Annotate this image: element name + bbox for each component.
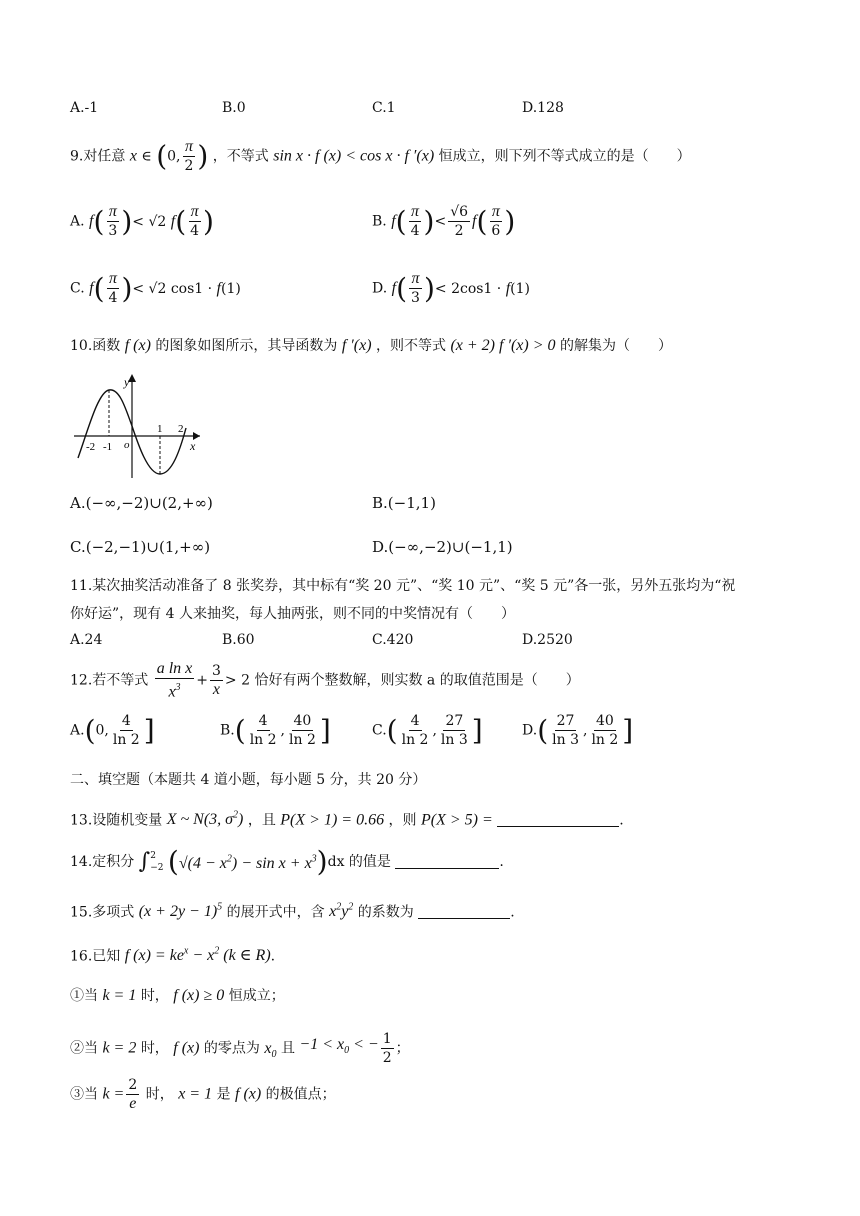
q9-option-c: C. f( $\frac{\pi}{4}$ )< √2 cos1 · f(1): [70, 270, 241, 306]
q9-option-a-label: A.: [70, 213, 85, 230]
q12-stem-start: 12.若不等式: [70, 672, 149, 689]
q10-tick-origin: o: [124, 439, 130, 451]
q11-stem-line2: 你好运”，现有 4 人来抽奖，每人抽两张，则不同的中奖情况有（ ）: [70, 606, 515, 622]
q10-option-b: B.(−1,1): [372, 494, 436, 512]
section-2-heading: 二、填空题（本题共 4 道小题，每小题 5 分，共 20 分）: [70, 772, 427, 788]
q12-option-d: D.( $\frac{27}{\ln 3}$ , $\frac{40}{\ln 2}$ ]: [522, 713, 634, 748]
q13-stem: 13.设随机变量 X ~ N(3, $\sigma^2$) ，且 P(X > 1) = 0.66 ，则 P(X > 5) = .: [70, 810, 624, 829]
q10-stem-mid2: ，则不等式: [375, 338, 446, 354]
q12-option-c-label: C.: [372, 722, 387, 739]
q13-stem-mid1: ，且: [247, 812, 276, 829]
q10-stem-mid1: 的图象如图所示，其导函数为: [155, 338, 338, 354]
q11-option-b: B.60: [222, 632, 255, 648]
q9-stem-mid: ，不等式: [212, 148, 269, 165]
q14-answer-blank[interactable]: [395, 854, 499, 869]
q9-stem-start: 9.对任意: [70, 148, 126, 165]
q16-item2-mid: 时，: [140, 1040, 169, 1057]
q11-option-a: A.24: [70, 632, 103, 648]
q11-option-d: D.2520: [522, 632, 573, 648]
q10-stem-end: 的解集为（ ）: [559, 338, 672, 354]
q10-function-graph: [68, 370, 208, 482]
q8-option-c: C.1: [372, 100, 396, 116]
q16-stem-text: 16.已知: [70, 948, 121, 965]
q16-item3-end: 的极值点；: [265, 1086, 336, 1103]
q16-stem: 16.已知 f $(x) = ke^x - x^2$ (k ∈ R).: [70, 946, 276, 965]
q10-tick-neg1: -1: [103, 441, 113, 453]
q15-stem-mid: 的展开式中，含: [226, 904, 325, 921]
q16-item-2: ②当 k = 2 时， f (x) 的零点为 $x_0$ 且 $-1 < x_0$ < − $\frac{1}{2}$ ；: [70, 1031, 410, 1066]
q12-option-c: C.( $\frac{4}{\ln 2}$ , $\frac{27}{\ln 3}$ ]: [372, 713, 483, 748]
q13-stem-mid2: ，则: [388, 812, 417, 829]
q10-stem: 10.函数 f (x) 的图象如图所示，其导函数为 f ′(x) ，则不等式 (x + 2) f ′(x) > 0 的解集为（ ）: [70, 337, 672, 354]
q13-answer-blank[interactable]: [497, 812, 619, 827]
q16-item-1: ①当 k = 1 时， f (x) ≥ 0 恒成立；: [70, 987, 285, 1004]
q10-axis-y-label: y: [124, 375, 130, 389]
q16-item2-and: 且: [280, 1040, 295, 1057]
q9-option-b-label: B.: [372, 213, 387, 230]
q12-option-a-label: A.: [70, 722, 85, 739]
q10-option-d: D.(−∞,−2)∪(−1,1): [372, 538, 513, 556]
q16-item-3: ③当 k = $\frac{2}{e}$ 时， x = 1 是 f (x) 的极值点；: [70, 1077, 336, 1112]
q10-axis-x-label: x: [190, 439, 196, 453]
q12-stem: 12.若不等式 $\frac{\text{a ln x}}{x^3}$ + $\frac{3}{x}$ > 2 恰好有两个整数解，则实数 a 的取值范围是（ ）: [70, 660, 580, 701]
q9-option-c-label: C.: [70, 280, 85, 297]
q16-item3-mid: 时，: [145, 1086, 174, 1103]
q12-option-b: B.( $\frac{4}{\ln 2}$ , $\frac{40}{\ln 2}$ ]: [220, 713, 331, 748]
q15-stem-end: 的系数为: [357, 904, 414, 921]
q16-item2-start: ②当: [70, 1040, 98, 1057]
q9-option-a: A. f( $\frac{\pi}{3}$ )< √2 f( $\frac{\pi}{4}$ ): [70, 203, 214, 239]
q9-option-b: B. f( $\frac{\pi}{4}$ )< $\frac{√6}{2}$ f( $\frac{\pi}{6}$ ): [372, 203, 516, 239]
q10-option-a: A.(−∞,−2)∪(2,+∞): [70, 494, 213, 512]
q12-option-b-label: B.: [220, 722, 235, 739]
q12-stem-end: 恰好有两个整数解，则实数 a 的取值范围是（ ）: [254, 672, 580, 689]
q16-item2-mid2: 的零点为: [203, 1040, 260, 1057]
q9-stem-end: 恒成立，则下列不等式成立的是（ ）: [438, 148, 691, 165]
q8-option-b: B.0: [222, 100, 246, 116]
q10-tick-1: 1: [157, 423, 163, 435]
q15-stem-start: 15.多项式: [70, 904, 135, 921]
q16-item1-start: ①当: [70, 988, 98, 1004]
q10-option-c: C.(−2,−1)∪(1,+∞): [70, 538, 211, 556]
q9-option-d-label: D.: [372, 280, 388, 297]
q11-stem-line1: 11.某次抽奖活动准备了 8 张奖券，其中标有“奖 20 元”、“奖 10 元”、“奖 5 元”各一张，另外五张均为“祝: [70, 578, 736, 594]
q9-option-d: D. f( $\frac{\pi}{3}$ )< 2cos1 · f(1): [372, 270, 530, 306]
q10-tick-neg2: -2: [86, 441, 96, 453]
q11-option-c: C.420: [372, 632, 414, 648]
q8-option-d: D.128: [522, 100, 564, 116]
q15-stem: 15.多项式 $(x + 2y - 1)^5$ 的展开式中，含 $x^2y^2$ 的系数为 .: [70, 902, 515, 921]
q10-stem-start: 10.函数: [70, 338, 121, 354]
q16-item3-start: ③当: [70, 1086, 98, 1103]
q16-item1-mid: 时，: [140, 988, 169, 1004]
q14-stem: 14.定积分 ∫ 2 −2 $(√(4 - x^2) - \sin x + x^3)dx$ 的值是 .: [70, 845, 504, 879]
q12-option-d-label: D.: [522, 722, 538, 739]
q10-tick-2: 2: [178, 423, 184, 435]
q15-answer-blank[interactable]: [418, 904, 510, 919]
q16-item3-mid2: 是: [216, 1086, 231, 1103]
q14-stem-end: 的值是: [348, 854, 391, 871]
q13-stem-start: 13.设随机变量: [70, 812, 163, 829]
q16-item1-end: 恒成立；: [228, 988, 285, 1004]
q9-stem: 9.对任意 x ∈ (0, $\frac{\pi}{2}$ ) ，不等式 sin x · f (x) < cos x · f ′(x) 恒成立，则下列不等式成立的是（ ）: [70, 138, 691, 174]
q14-stem-start: 14.定积分: [70, 854, 135, 871]
q12-option-a: A.(0, $\frac{4}{\ln 2}$ ]: [70, 713, 155, 748]
q8-option-a: A.-1: [70, 100, 99, 116]
